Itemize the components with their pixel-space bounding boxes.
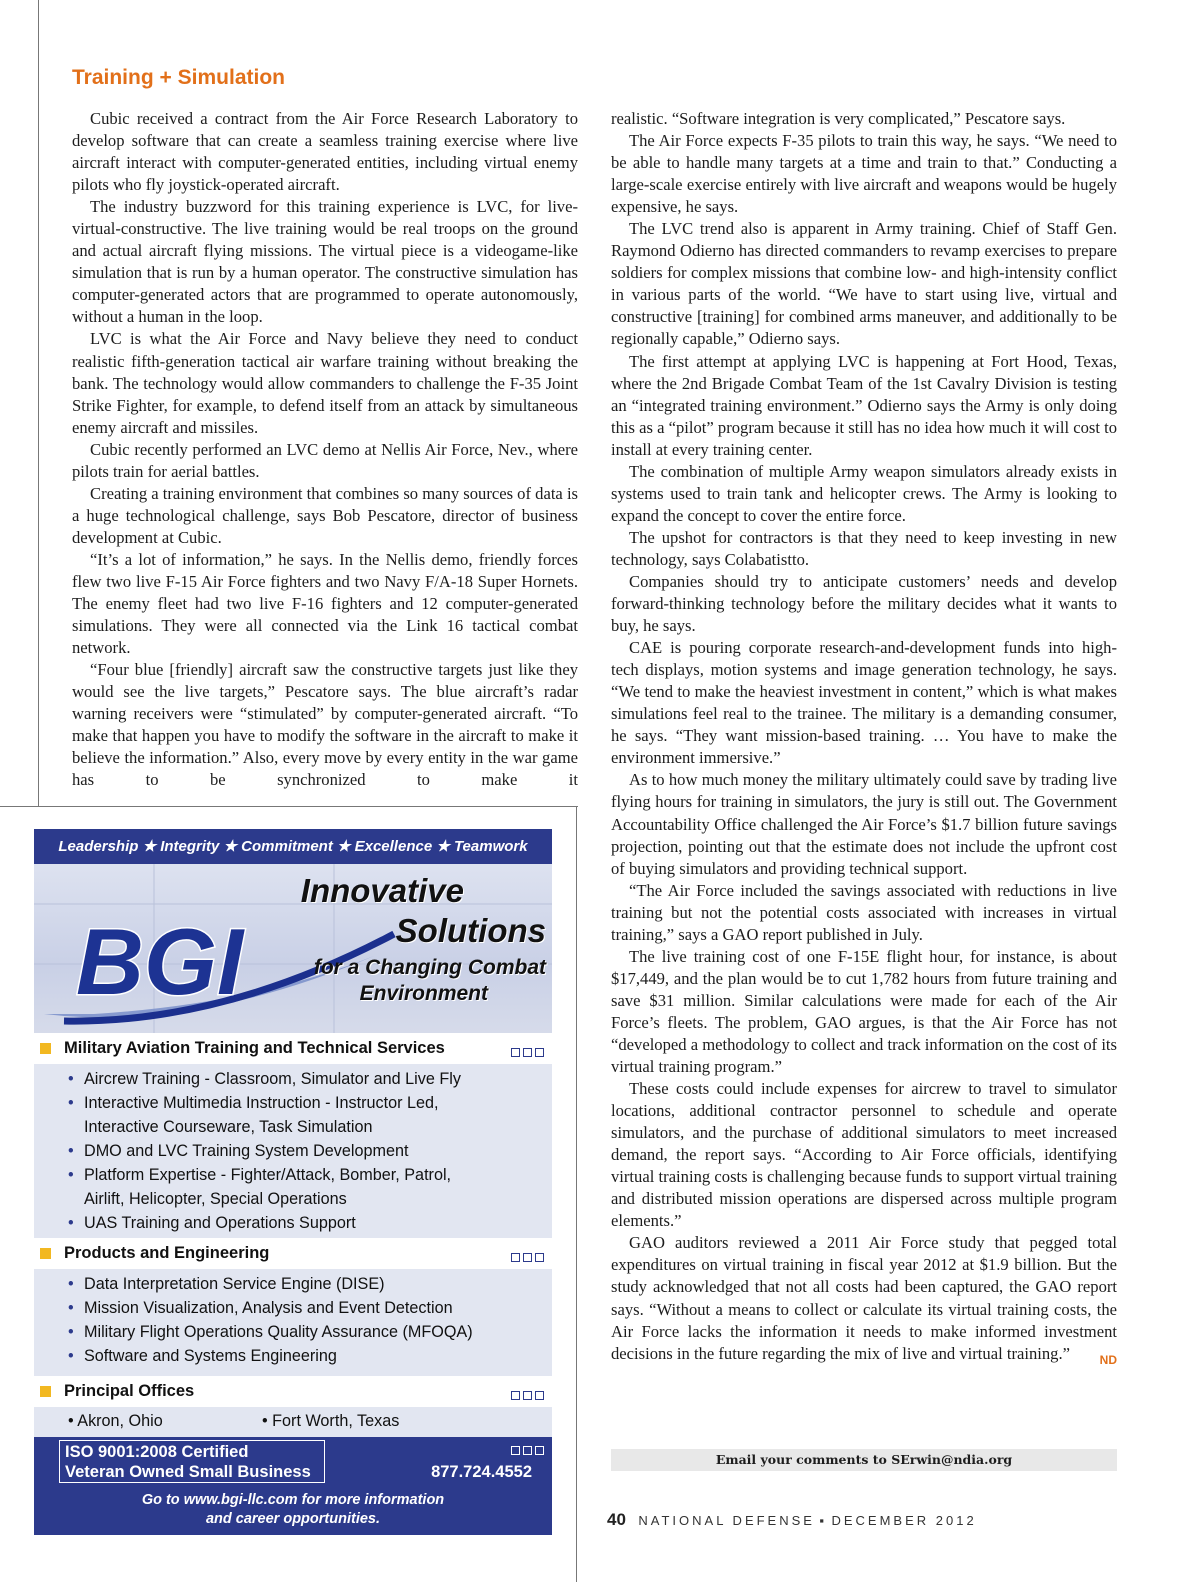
ad-section-aviation: [34, 1033, 552, 1064]
article-column-1: [72, 108, 578, 791]
list-item: • UAS Training and Operations Support: [34, 1211, 552, 1235]
end-mark: ND: [1099, 1352, 1117, 1367]
ad-footer-url[interactable]: Go to www.bgi-llc.com for more information: [141, 1492, 445, 1508]
ad-section-title: Military Aviation Training and Technical Services: [64, 1039, 445, 1057]
paragraph: “Four blue [friendly] aircraft saw the constructive targets just like they would see the live targets,” Pescatore says. The blue aircraft’s radar warning receivers were “stimulated” by computer-generated aircraft. “To make that happen you have to modify the software in the aircraft to make it believe the information.” Also, every move by every entity in the war game has to be synchronized to make it: [72, 660, 578, 790]
section-word-training: Training: [72, 66, 154, 89]
ad-top-rule: [0, 806, 578, 807]
paragraph: The industry buzzword for this training experience is LVC, for live-virtual-constructive. The live training would be real troops on the ground and actual aircraft flying missions. The virtual piece is a videogame-like simulation that is run by a human operator. The constructive simulation has computer-generated actors that are programmed to operate autonomously, without a human in the loop.: [72, 197, 578, 327]
phone-number[interactable]: 877.724.4552: [431, 1463, 532, 1481]
ad-section-title: Principal Offices: [64, 1382, 195, 1400]
paragraph: LVC is what the Air Force and Navy believe they need to conduct realistic fifth-generation tactical air warfare training without breaking the bank. The technology would allow commanders to challenge the F-35 Joint Strike Fighter, for example, to defend itself from an attack by simultaneous enemy aircraft and missiles.: [72, 329, 578, 437]
paragraph: Cubic recently performed an LVC demo at Nellis Air Force, Nev., where pilots train for aerial battles.: [72, 439, 578, 481]
section-plus: +: [159, 66, 172, 89]
list-item: • Platform Expertise - Fighter/Attack, Bomber, Patrol,: [34, 1163, 552, 1187]
email-link[interactable]: SErwin@ndia.org: [891, 1452, 1013, 1467]
ad-section-offices: [34, 1376, 552, 1407]
page-number: 40: [607, 1510, 626, 1529]
ad-section-products: [34, 1238, 552, 1269]
bgi-advertisement[interactable]: [34, 829, 552, 1535]
paragraph: realistic. “Software integration is very complicated,” Pescatore says.: [611, 109, 1066, 128]
office-fort-worth: • Fort Worth, Texas: [262, 1412, 400, 1430]
paragraph: The Air Force expects F-35 pilots to train this way, he says. “We need to be able to handle many targets at a time and train to that.” Conducting a large-scale exercise entirely with live aircraft and weapons would be hugely expensive, he says.: [611, 131, 1117, 217]
paragraph: The LVC trend also is apparent in Army training. Chief of Staff Gen. Raymond Odierno has directed commanders to revamp exercises to prepare soldiers for complex missions that combine low- and high-intensity conflict in various parts of the world. “We have to start using live, virtual and constructive [training] for combined arms maneuver, and additionally to be regionally capable,” Odierno says.: [611, 219, 1117, 349]
tagline-solutions: Solutions: [395, 912, 546, 949]
ad-footer-careers: and career opportunities.: [205, 1511, 381, 1527]
gold-square-icon: [40, 1248, 51, 1259]
paragraph: These costs could include expenses for aircrew to travel to simulator locations, additional contractor personnel to schedule and operate simulators, and the purchase of additional simulators to meet increased demand, the report says. “According to Air Force officials, identifying virtual training costs is challenging because funds to support virtual training and distributed mission operations are dispersed across multiple program elements.”: [611, 1079, 1117, 1231]
ad-hero: [34, 864, 552, 1033]
paragraph: CAE is pouring corporate research-and-development funds into high-tech displays, motion systems and image generation technology, he says. “We tend to make the heaviest investment in content,” which is what makes simulations feel real to the trainee. The military is a demanding consumer, he says. “They want mission-based training. … You have to make the environment immersive.”: [611, 638, 1117, 768]
paragraph: As to how much money the military ultimately could save by trading live flying hours for training in simulators, the jury is still out. The Government Accountability Office challenged the Air Force’s $1.7 billion future savings projection, pointing out that the estimate does not include the upfront cost of buying simulators and providing technical support.: [611, 770, 1117, 878]
paragraph: The first attempt at applying LVC is happening at Fort Hood, Texas, where the 2nd Brigade Combat Team of the 1st Cavalry Division is testing an “integrated training environment.” Odierno says the Army is only doing this as a “pilot” program because it still has no idea how much it will cost to install at every training center.: [611, 351, 1118, 459]
paragraph: [611, 1232, 1117, 1367]
square-dots-icon: [508, 1442, 544, 1460]
issue-date: DECEMBER 2012: [831, 1513, 977, 1528]
ad-services: [34, 1033, 552, 1437]
office-akron: • Akron, Ohio: [68, 1412, 163, 1430]
paragraph: Creating a training environment that combines so many sources of data is a huge technological challenge, says Bob Pescatore, director of business development at Cubic.: [72, 483, 579, 547]
paragraph: Companies should try to anticipate customers’ needs and develop forward-thinking technology before the military decides what it wants to buy, he says.: [611, 571, 1117, 636]
tagline-environment: Environment: [359, 982, 488, 1005]
paragraph: The combination of multiple Army weapon simulators already exists in systems used to train tank and helicopter crews. The Army is looking to expand the concept to cover the entire force.: [611, 461, 1117, 525]
left-rule: [38, 0, 39, 806]
section-word-simulation: Simulation: [177, 66, 285, 89]
magazine-name: NATIONAL DEFENSE: [638, 1513, 815, 1528]
paragraph: The live training cost of one F-15E flight hour, for instance, is about $17,449, and the plan would be to cut 1,782 hours from future training and save $31 million. Similar calculations were made for each of the Air Force’s fleets. The problem, GAO argues, is that the Air Force has not “developed a methodology to collect and track information on the cost of its virtual training program.”: [611, 946, 1117, 1077]
paragraph: “It’s a lot of information,” he says. In the Nellis demo, friendly forces flew two live F-15 Air Force fighters and two Navy F/A-18 Super Hornets. The enemy fleet had two live F-16 fighters and 12 computer-generated simulations. They were all connected via the Link 16 tactical combat network.: [72, 549, 578, 658]
aviation-list: [34, 1067, 552, 1235]
bgi-logo-text: BGI: [76, 909, 244, 1014]
list-item: Airlift, Helicopter, Special Operations: [84, 1190, 347, 1208]
paragraph: “The Air Force included the savings associated with reductions in live training but not the potential costs associated with increases in virtual training,” says a GAO report published in July.: [611, 880, 1117, 944]
iso-certified: ISO 9001:2008 Certified: [65, 1443, 249, 1461]
ad-section-title: Products and Engineering: [64, 1244, 270, 1262]
section-header: [72, 66, 285, 90]
article-column-2: [611, 108, 1117, 1371]
list-item: • Military Flight Operations Quality Assurance (MFOQA): [34, 1320, 552, 1344]
tagline-combat: for a Changing Combat: [313, 956, 546, 979]
tagline-innovative: Innovative: [300, 872, 464, 909]
paragraph-text: GAO auditors reviewed a 2011 Air Force study that pegged total expenditures on virtual training in fiscal year 2012 at $1.9 billion. But the study acknowledged that not all costs had been captured, the GAO report says. “Without a means to collect or calculate its virtual training costs, the Air Force lacks the information it needs to make informed investment decisions in the future regarding the mix of live and virtual training.”: [611, 1233, 1117, 1363]
ad-certification-bar: [34, 1437, 552, 1485]
list-item: • Data Interpretation Service Engine (DISE): [34, 1272, 552, 1296]
square-dots-icon: [508, 1044, 544, 1062]
gold-square-icon: [40, 1043, 51, 1054]
page-folio: [607, 1510, 977, 1530]
ad-right-rule: [576, 806, 577, 1582]
list-item: • Interactive Multimedia Instruction - Instructor Led,: [34, 1091, 552, 1115]
list-item: • Software and Systems Engineering: [34, 1344, 552, 1368]
products-list: [34, 1272, 552, 1368]
list-item: • Aircrew Training - Classroom, Simulator and Live Fly: [34, 1067, 552, 1091]
list-item: • DMO and LVC Training System Development: [34, 1139, 552, 1163]
folio-separator: ▪: [819, 1513, 828, 1528]
veteran-owned: Veteran Owned Small Business: [65, 1463, 311, 1481]
paragraph: Cubic received a contract from the Air Force Research Laboratory to develop software that can create a seamless training exercise where live aircraft interact with computer-generated entities, including virtual enemy pilots who fly joystick-operated aircraft.: [72, 109, 578, 195]
square-dots-icon: [508, 1387, 544, 1405]
list-item: Interactive Courseware, Task Simulation: [84, 1118, 373, 1136]
email-prefix: Email your comments to: [715, 1452, 892, 1467]
ad-footer: [34, 1485, 552, 1535]
email-comments-bar: [611, 1449, 1117, 1471]
paragraph: The upshot for contractors is that they need to keep investing in new technology, says Colabatistto.: [611, 527, 1117, 569]
ad-values-banner: Leadership ★ Integrity ★ Commitment ★ Excellence ★ Teamwork: [34, 829, 552, 864]
list-item: • Mission Visualization, Analysis and Event Detection: [34, 1296, 552, 1320]
square-dots-icon: [508, 1249, 544, 1267]
gold-square-icon: [40, 1386, 51, 1397]
